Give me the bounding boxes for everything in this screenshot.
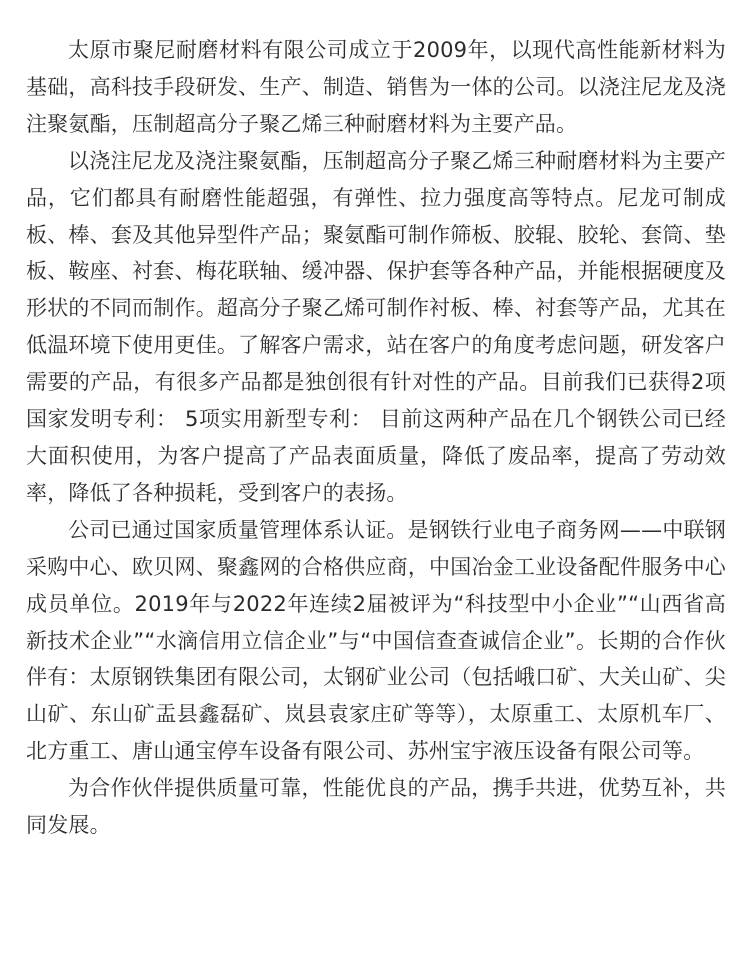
cropped-previous-line — [26, 0, 726, 4]
company-introduction-article — [26, 32, 726, 844]
paragraph-products-and-patents: 以浇注尼龙及浇注聚氨酯，压制超高分子聚乙烯三种耐磨材料为主要产品，它们都具有耐磨性能超强，有弹性、拉力强度高等特点。尼龙可制成板、棒、套及其他异型件产品；聚氨酯可制作筛板、胶辊、胶轮、套筒、垫板、鞍座、衬套、梅花联轴、缓冲器、保护套等各种产品，并能根据硬度及形状的不同而制作。超高分子聚乙烯可制作衬板、棒、衬套等产品，尤其在低温环境下使用更佳。了解客户需求，站在客户的角度考虑问题，研发客户需要的产品，有很多产品都是独创很有针对性的产品。目前我们已获得2项国家发明专利： 5项实用新型专利： 目前这两种产品在几个钢铁公司已经大面积使用，为客户提高了产品表面质量，降低了废品率，提高了劳动效率，降低了各种损耗，受到客户的表扬。 — [26, 148, 726, 505]
paragraph-closing-statement: 为合作伙伴提供质量可靠，性能优良的产品，携手共进，优势互补，共同发展。 — [26, 776, 726, 838]
paragraph-company-overview: 太原市聚尼耐磨材料有限公司成立于2009年，以现代高性能新材料为基础，高科技手段研发、生产、制造、销售为一体的公司。以浇注尼龙及浇注聚氨酯，压制超高分子聚乙烯三种耐磨材料为主要产品。 — [26, 38, 726, 136]
document-page — [26, 0, 726, 972]
paragraph-certifications-and-partners: 公司已通过国家质量管理体系认证。是钢铁行业电子商务网——中联钢采购中心、欧贝网、聚鑫网的合格供应商，中国冶金工业设备配件服务中心成员单位。2019年与2022年连续2届被评为“科技型中小企业”“山西省高新技术企业”“水滴信用立信企业”与“中国信查查诚信企业”。长期的合作伙伴有：太原钢铁集团有限公司，太钢矿业公司（包括峨口矿、大关山矿、尖山矿、东山矿盂县鑫磊矿、岚县袁家庄矿等等），太原重工、太原机车厂、北方重工、唐山通宝停车设备有限公司、苏州宝宇液压设备有限公司等。 — [26, 517, 726, 764]
